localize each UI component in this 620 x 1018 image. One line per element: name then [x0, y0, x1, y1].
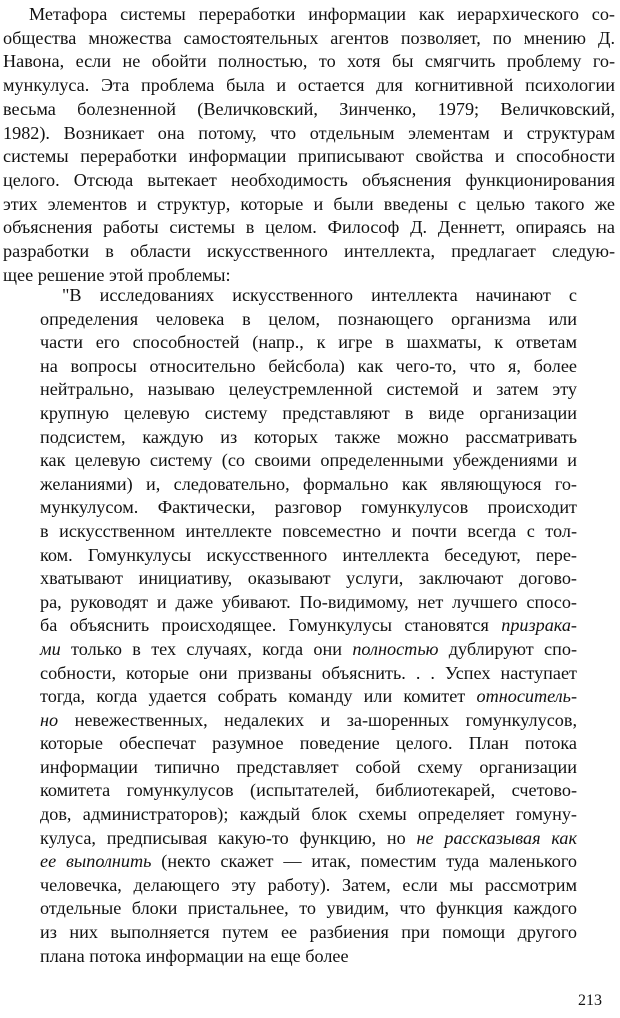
quote-text: части его способностей (напр., к игре в шахматы, к ответам [40, 332, 577, 353]
paragraph-line: Метафора системы переработки информации как иерархического со- [29, 4, 615, 24]
quote-line [40, 284, 577, 308]
quote-text: человечка, делающего эту работу). Затем, если мы рассмотрим [40, 874, 577, 895]
quote-line [40, 567, 577, 591]
quote-line [40, 685, 577, 709]
paragraph-line: общества множества самостоятельных агентов позволяет, по мнению Д. [3, 27, 615, 48]
quote-line [40, 662, 577, 686]
italic-text: ми [40, 638, 61, 659]
paragraph-line: весьма болезненной (Величковский, Зинченко, 1979; Величковский, [3, 98, 615, 119]
quote-text: ра, руководят и даже убивают. По-видимому, нет лучшего спосо- [40, 591, 577, 612]
page-number: 213 [578, 992, 602, 1009]
quote-line [40, 473, 577, 497]
paragraph-line: мункулуса. Эта проблема была и остается для когнитивной психологии [3, 75, 615, 96]
quote-text: дублируют спо- [438, 638, 577, 659]
quote-text: невежественных, недалеких и за-шоренных гомункулусов, [58, 709, 577, 730]
italic-text: но [40, 709, 59, 730]
quote-text: подсистем, каждую из которых также можно рассматривать [40, 426, 577, 447]
quote-line [40, 496, 577, 520]
quote-text: тогда, когда удается собрать команду или комитет [40, 686, 477, 707]
quote-line [40, 308, 577, 332]
italic-text: ее выполнить [40, 851, 152, 872]
italic-text: относитель- [476, 686, 577, 707]
quote-line [40, 378, 577, 402]
quote-line [40, 544, 577, 568]
paragraph-line: 1982). Возникает она потому, что отдельным элементам и структурам [3, 122, 615, 143]
quote-text: мункулусом. Фактически, разговор гомункулусов происходит [40, 497, 577, 518]
quote-text: информации типично представляет собой схему организации [40, 756, 577, 777]
paragraph-line: Навона, если не обойти полностью, то хотя бы смягчить проблему го- [3, 51, 615, 72]
quote-text: (некто скажет — итак, поместим туда маленького [151, 851, 577, 872]
paragraph-line: объяснения работы системы в целом. Философ Д. Деннетт, опираясь на [3, 217, 615, 238]
quote-line [40, 426, 577, 450]
body-paragraph [3, 3, 615, 287]
paragraph-line: разработки в области искусственного интеллекта, предлагает следую- [3, 241, 615, 262]
quote-text: дов, администраторов); каждый блок схемы определяет гомуну- [40, 804, 577, 825]
paragraph-line: этих элементов и структур, которые и были введены с целью такого же [3, 193, 615, 214]
quote-text: из них выполняется путем ее разбиения при помощи другого [40, 922, 577, 943]
quote-line [40, 756, 577, 780]
paragraph-line: системы переработки информации приписывают свойства и способности [3, 146, 615, 167]
quote-text: как целевую систему (со своими определенными убеждениями и [40, 450, 577, 471]
quote-text: отдельные блоки пристальнее, то увидим, что функция каждого [40, 898, 577, 919]
quote-line [40, 732, 577, 756]
quote-text: которые обеспечат разумное поведение целого. План потока [40, 733, 577, 754]
italic-text: призрака- [501, 615, 577, 636]
quote-text: хватывают инициативу, оказывают услуги, заключают догово- [40, 568, 577, 589]
quote-line [40, 402, 577, 426]
quote-text: желаниями) и, следовательно, формально как являющуюся го- [40, 473, 577, 494]
quote-text: кулуса, предписывая какую-то функцию, но [40, 827, 417, 848]
quote-line [40, 803, 577, 827]
quote-line [40, 945, 577, 969]
quote-text: ба объяснить происходящее. Гомункулусы становятся [40, 615, 502, 636]
italic-text: полностью [352, 638, 439, 659]
quote-line [40, 827, 577, 851]
paragraph-line: целого. Отсюда вытекает необходимость объяснения функционирования [3, 169, 615, 190]
block-quote [40, 284, 577, 968]
quote-line [40, 921, 577, 945]
quote-text: ком. Гомункулусы искусственного интеллекта беседуют, пере- [40, 544, 577, 565]
quote-line [40, 874, 577, 898]
quote-line [40, 638, 577, 662]
quote-line [40, 520, 577, 544]
quote-text: собности, которые они призваны объяснить. . . Успех наступает [40, 662, 577, 683]
paragraph-line: щее решение этой проблемы: [3, 264, 231, 285]
quote-text: в искусственном интеллекте повсеместно и почти всегда с тол- [40, 520, 577, 541]
quote-line [40, 449, 577, 473]
quote-line [40, 850, 577, 874]
quote-line [40, 591, 577, 615]
italic-text: не рассказывая как [416, 827, 578, 848]
quote-text: плана потока информации на еще более [40, 945, 349, 966]
quote-line [40, 709, 577, 733]
quote-text: определения человека в целом, познающего организма или [40, 308, 577, 329]
quote-line [40, 779, 577, 803]
quote-text: крупную целевую систему представляют в виде организации [40, 402, 577, 423]
quote-text: нейтрально, называю целеустремленной системой и затем эту [40, 379, 577, 400]
quote-text: только в тех случаях, когда они [60, 638, 353, 659]
quote-line [40, 614, 577, 638]
quote-text: на вопросы относительно бейсбола) как чего-то, что я, более [40, 355, 577, 376]
quote-line [40, 331, 577, 355]
quote-line [40, 897, 577, 921]
quote-text: "В исследованиях искусственного интеллекта начинают с [62, 285, 577, 305]
quote-text: комитета гомункулусов (испытателей, библиотекарей, счетово- [40, 780, 577, 801]
quote-line [40, 355, 577, 379]
